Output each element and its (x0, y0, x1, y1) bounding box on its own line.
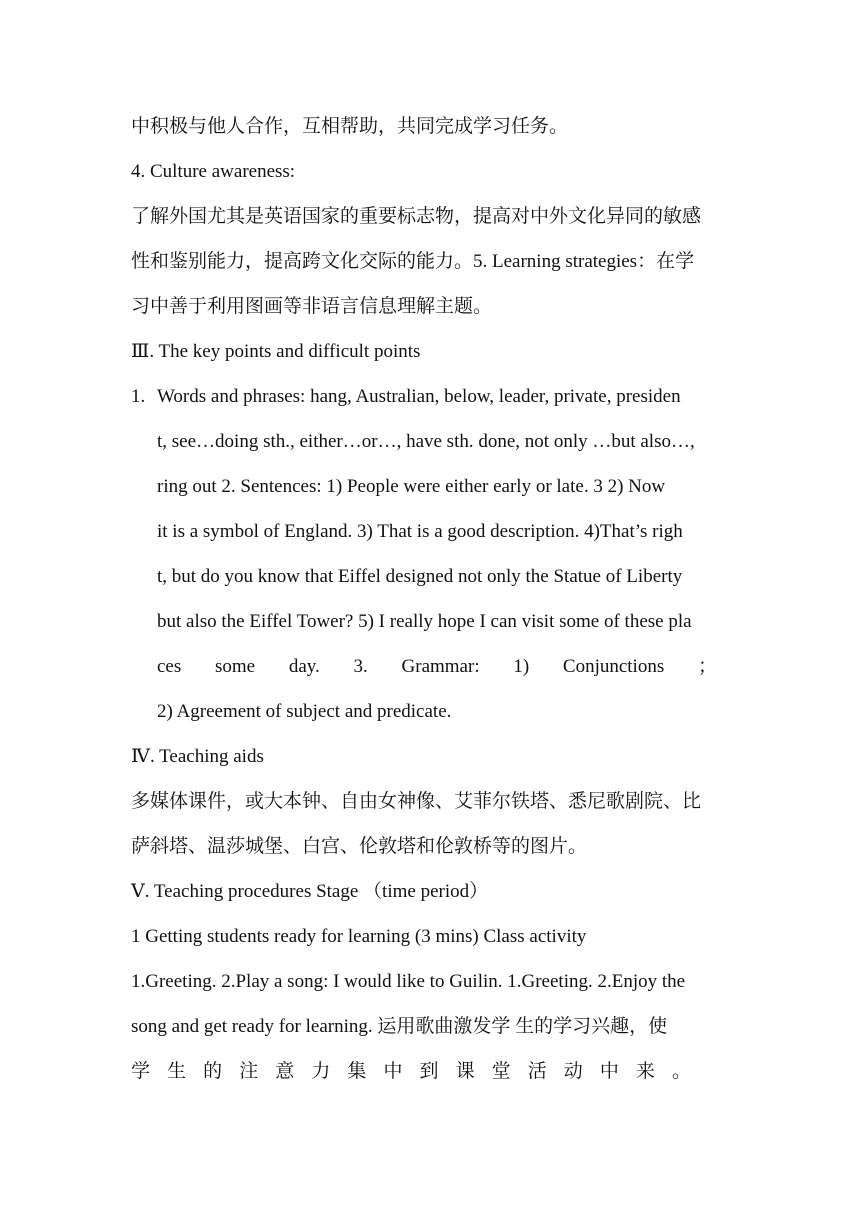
section-heading: Ⅳ. Teaching aids (131, 746, 264, 767)
char: 。 (671, 1061, 691, 1082)
section-heading: Ⅴ. Teaching procedures Stage （time period） (131, 881, 489, 902)
word: Grammar: (401, 656, 480, 677)
word: 3. (353, 656, 368, 677)
char: 堂 (491, 1061, 511, 1082)
text-line: 1 Getting students ready for learning (3 mins) Class activity (131, 926, 587, 947)
char: 注 (239, 1061, 259, 1082)
justified-text-line (157, 654, 717, 680)
text-line: 多媒体课件，或大本钟、自由女神像、艾菲尔铁塔、悉尼歌剧院、比 (131, 791, 702, 812)
text-line: Words and phrases: hang, Australian, below, leader, private, presiden (157, 386, 681, 407)
list-number: 1. (131, 386, 146, 407)
text-line: 1.Greeting. 2.Play a song: I would like to Guilin. 1.Greeting. 2.Enjoy the (131, 971, 686, 992)
text-line: 性和鉴别能力，提高跨文化交际的能力。5. Learning strategies：在学 (131, 251, 695, 272)
word: Conjunctions (562, 656, 665, 677)
char: 中 (599, 1061, 619, 1082)
text-line: t, but do you know that Eiffel designed not only the Statue of Liberty (157, 566, 683, 587)
text-line: 中积极与他人合作，互相帮助，共同完成学习任务。 (131, 116, 569, 137)
text-line: t, see…doing sth., either…or…, have sth. done, not only …but also…, (157, 431, 695, 452)
justified-text-line (131, 1059, 691, 1085)
char: 的 (203, 1061, 223, 1082)
char: 活 (527, 1061, 547, 1082)
text-line: 萨斜塔、温莎城堡、白宫、伦敦塔和伦敦桥等的图片。 (131, 836, 588, 857)
char: 动 (563, 1061, 583, 1082)
text-line: it is a symbol of England. 3) That is a good description. 4)That’s righ (157, 521, 683, 542)
char: 生 (167, 1061, 187, 1082)
word: ces (157, 656, 182, 677)
text-line: song and get ready for learning. 运用歌曲激发学 生的学习兴趣，使 (131, 1016, 668, 1037)
char: 学 (131, 1061, 151, 1082)
section-heading: Ⅲ. The key points and difficult points (131, 341, 421, 362)
word: ； (697, 656, 717, 677)
char: 来 (635, 1061, 655, 1082)
word: some (215, 656, 256, 677)
text-line: ring out 2. Sentences: 1) People were either early or late. 3 2) Now (157, 476, 666, 497)
text-line: 2) Agreement of subject and predicate. (157, 701, 452, 722)
section-heading: 4. Culture awareness: (131, 161, 296, 182)
char: 意 (275, 1061, 295, 1082)
char: 到 (419, 1061, 439, 1082)
char: 中 (383, 1061, 403, 1082)
word: day. (288, 656, 320, 677)
char: 课 (455, 1061, 475, 1082)
text-line: 习中善于利用图画等非语言信息理解主题。 (131, 296, 493, 317)
char: 力 (311, 1061, 331, 1082)
char: 集 (347, 1061, 367, 1082)
text-line: 了解外国尤其是英语国家的重要标志物，提高对中外文化异同的敏感 (131, 206, 702, 227)
word: 1) (513, 656, 530, 677)
text-line: but also the Eiffel Tower? 5) I really hope I can visit some of these pla (157, 611, 692, 632)
